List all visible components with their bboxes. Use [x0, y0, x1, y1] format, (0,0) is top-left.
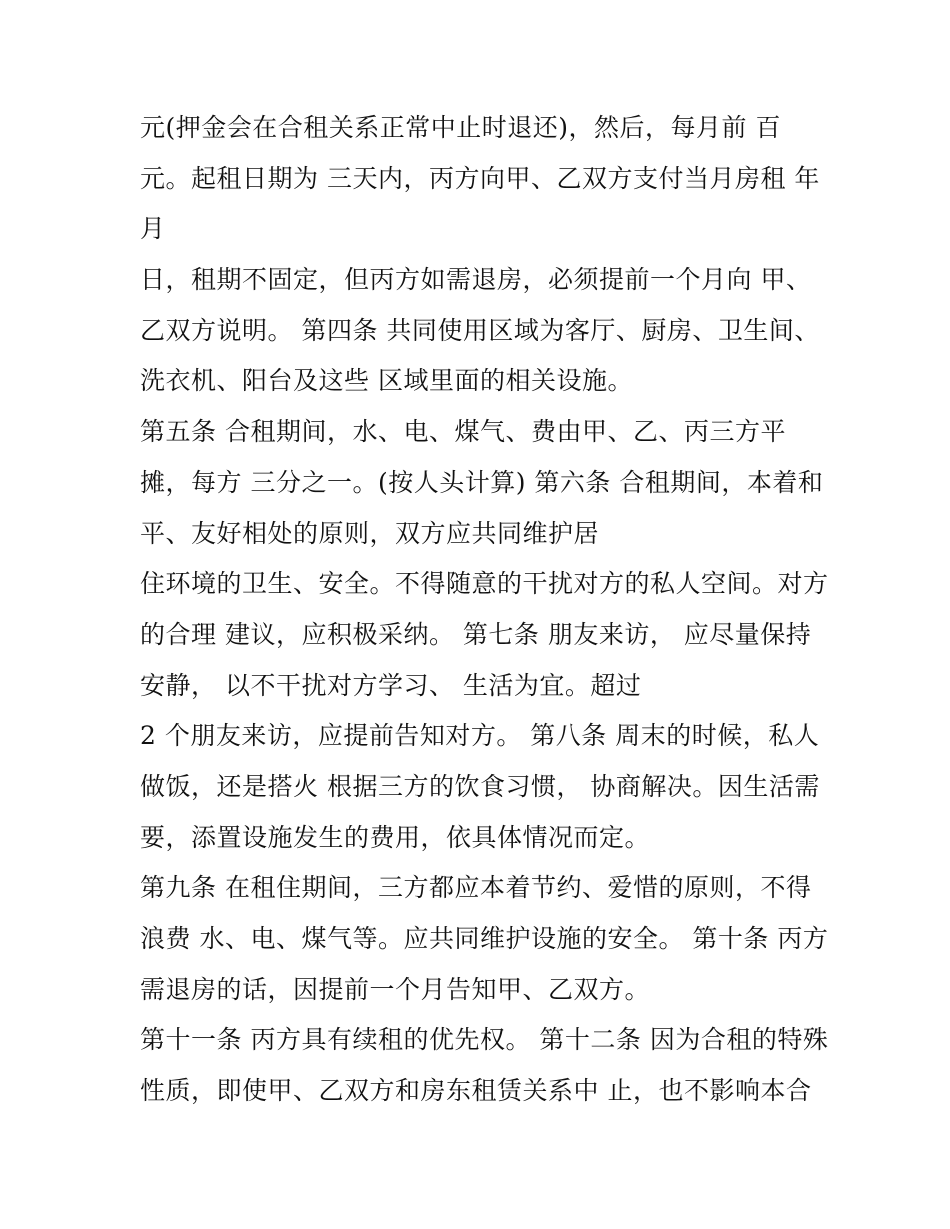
text-line: 摊，每方 三分之一。(按人头计算) 第六条 合租期间，本着和 [140, 467, 824, 497]
text-line: 第九条 在租住期间，三方都应本着节约、爱惜的原则，不得 [140, 873, 812, 903]
text-line: 住环境的卫生、安全。不得随意的干扰对方的私人空间。对方 [140, 569, 829, 599]
text-line: 日，租期不固定，但丙方如需退房，必须提前一个月向 甲、 [140, 265, 812, 295]
text-line: 2 个朋友来访，应提前告知对方。 第八条 周末的时候，私人 [140, 721, 820, 751]
text-line: 第十一条 丙方具有续租的优先权。 第十二条 因为合租的特殊 [140, 1025, 829, 1055]
text-line: 要，添置设施发生的费用，依具体情况而定。 [140, 822, 651, 852]
text-line: 浪费 水、电、煤气等。应共同维护设施的安全。 第十条 丙方 [140, 924, 829, 953]
text-line: 第五条 合租期间，水、电、煤气、费由甲、乙、丙三方平 [140, 417, 786, 447]
text-line: 的合理 建议，应积极采纳。 第七条 朋友来访， 应尽量保持 [140, 619, 812, 649]
text-line: 乙双方说明。 第四条 共同使用区域为客厅、厨房、卫生间、 [140, 315, 820, 345]
text-line: 做饭，还是搭火 根据三方的饮食习惯， 协商解决。因生活需 [140, 771, 820, 801]
text-line: 安静， 以不干扰对方学习、 生活为宜。超过 [140, 670, 642, 700]
text-line: 元(押金会在合租关系正常中止时退还)，然后，每月前 百 [140, 113, 781, 142]
text-line: 平、友好相处的原则，双方应共同维护居 [140, 518, 600, 548]
text-line: 需退房的话，因提前一个月告知甲、乙双方。 [140, 974, 651, 1004]
text-line: 月 [140, 214, 166, 244]
text-line: 元。起租日期为 三天内，丙方向甲、乙双方支付当月房租 年 [140, 163, 820, 193]
text-line: 洗衣机、阳台及这些 区域里面的相关设施。 [140, 366, 633, 396]
contract-text-body [140, 109, 840, 1123]
text-line: 性质，即使甲、乙双方和房东租赁关系中 止，也不影响本合 [140, 1076, 812, 1106]
